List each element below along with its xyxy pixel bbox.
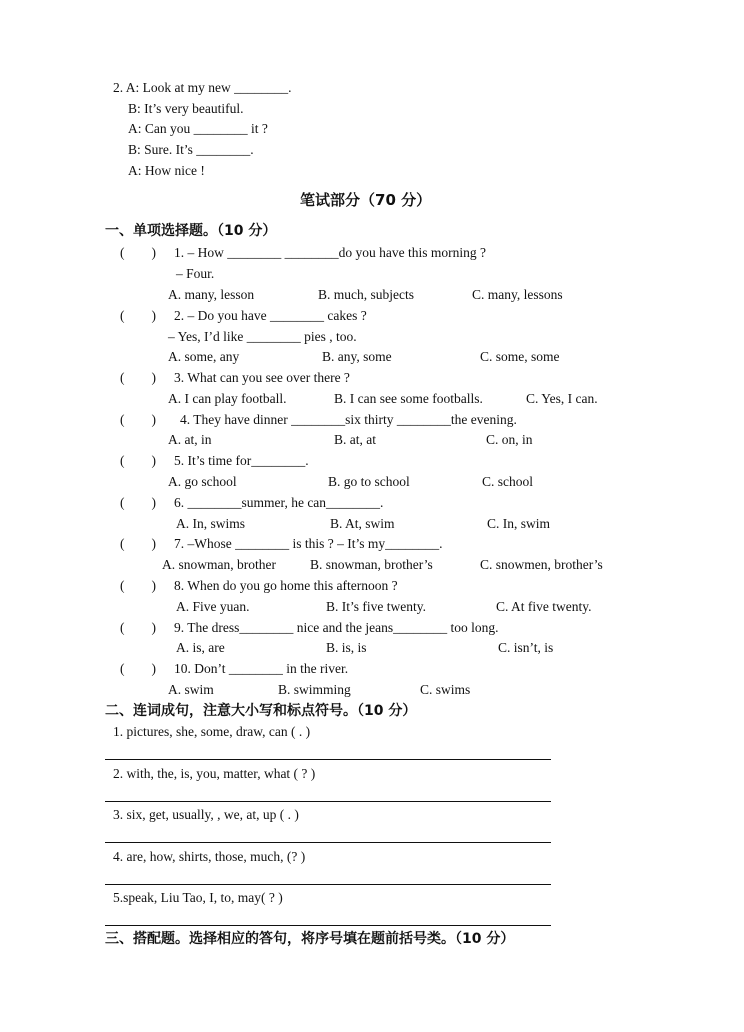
- question-stem: 3. What can you see over there ?: [174, 370, 350, 385]
- option: B. It’s five twenty.: [326, 599, 426, 614]
- answer-paren: ( ): [120, 370, 156, 385]
- question-stem: 1. – How ________ ________do you have this morning ?: [174, 245, 486, 260]
- dialogue-line: B: Sure. It’s ________.: [128, 142, 254, 157]
- answer-line: [105, 925, 551, 926]
- dialogue-line: A: How nice !: [128, 163, 205, 178]
- option: A. many, lesson: [168, 287, 255, 302]
- answer-paren: ( ): [120, 578, 156, 593]
- option: C. At five twenty.: [496, 599, 592, 614]
- question-stem: 2. – Do you have ________ cakes ?: [174, 308, 367, 323]
- answer-paren: ( ): [120, 661, 156, 676]
- answer-line: [105, 801, 551, 802]
- option: B. I can see some footballs.: [334, 391, 483, 406]
- option: C. many, lessons: [472, 287, 563, 302]
- option: A. go school: [168, 474, 237, 489]
- option: B. at, at: [334, 432, 376, 447]
- question-sub: – Yes, I’d like ________ pies , too.: [168, 329, 357, 344]
- dialogue-line: B: It’s very beautiful.: [128, 101, 244, 116]
- option: A. some, any: [168, 349, 240, 364]
- option: B. much, subjects: [318, 287, 414, 302]
- option: B. snowman, brother’s: [310, 557, 433, 572]
- answer-paren: ( ): [120, 453, 156, 468]
- scramble-item: 5.speak, Liu Tao, I, to, may( ? ): [113, 890, 283, 905]
- answer-line: [105, 884, 551, 885]
- option: B. swimming: [278, 682, 351, 697]
- option: B. is, is: [326, 640, 367, 655]
- answer-paren: ( ): [120, 308, 156, 323]
- question-stem: 7. –Whose ________ is this ? – It’s my________.: [174, 536, 443, 551]
- section2-heading: 二、连词成句，注意大小写和标点符号。（10 分）: [105, 703, 417, 719]
- option: B. go to school: [328, 474, 410, 489]
- option: A. snowman, brother: [162, 557, 276, 572]
- option: A. swim: [168, 682, 214, 697]
- scramble-item: 1. pictures, she, some, draw, can ( . ): [113, 724, 311, 739]
- dialogue-line: 2. A: Look at my new ________.: [113, 80, 292, 95]
- option: C. isn’t, is: [498, 640, 554, 655]
- option: C. school: [482, 474, 534, 489]
- option: A. In, swims: [176, 516, 246, 531]
- option: C. snowmen, brother’s: [480, 557, 603, 572]
- question-stem: 5. It’s time for________.: [174, 453, 309, 468]
- section3-heading: 三、搭配题。选择相应的答句，将序号填在题前括号类。（10 分）: [105, 931, 515, 947]
- answer-line: [105, 759, 551, 760]
- section1-heading: 一、单项选择题。（10 分）: [105, 223, 277, 239]
- answer-paren: ( ): [120, 245, 156, 260]
- option: C. In, swim: [487, 516, 551, 531]
- scramble-item: 2. with, the, is, you, matter, what ( ? ): [113, 766, 316, 781]
- answer-paren: ( ): [120, 536, 156, 551]
- answer-line: [105, 842, 551, 843]
- option: B. At, swim: [330, 516, 395, 531]
- option: C. on, in: [486, 432, 533, 447]
- scramble-item: 3. six, get, usually, , we, at, up ( . ): [113, 807, 299, 822]
- answer-paren: ( ): [120, 412, 156, 427]
- option: A. Five yuan.: [176, 599, 250, 614]
- option: A. at, in: [168, 432, 212, 447]
- question-stem: 4. They have dinner ________six thirty ________the evening.: [180, 412, 517, 427]
- question-stem: 10. Don’t ________ in the river.: [174, 661, 349, 676]
- dialogue-line: A: Can you ________ it ?: [128, 121, 268, 136]
- scramble-item: 4. are, how, shirts, those, much, (? ): [113, 849, 306, 864]
- option: C. some, some: [480, 349, 560, 364]
- option: B. any, some: [322, 349, 392, 364]
- question-stem: 6. ________summer, he can________.: [174, 495, 384, 510]
- option: A. I can play football.: [168, 391, 287, 406]
- question-stem: 9. The dress________ nice and the jeans________ too long.: [174, 620, 499, 635]
- answer-paren: ( ): [120, 495, 156, 510]
- question-stem: 8. When do you go home this afternoon ?: [174, 578, 398, 593]
- written-part-title: 笔试部分（70 分）: [300, 191, 432, 209]
- option: A. is, are: [176, 640, 225, 655]
- question-sub: – Four.: [176, 266, 215, 281]
- option: C. swims: [420, 682, 471, 697]
- answer-paren: ( ): [120, 620, 156, 635]
- option: C. Yes, I can.: [526, 391, 598, 406]
